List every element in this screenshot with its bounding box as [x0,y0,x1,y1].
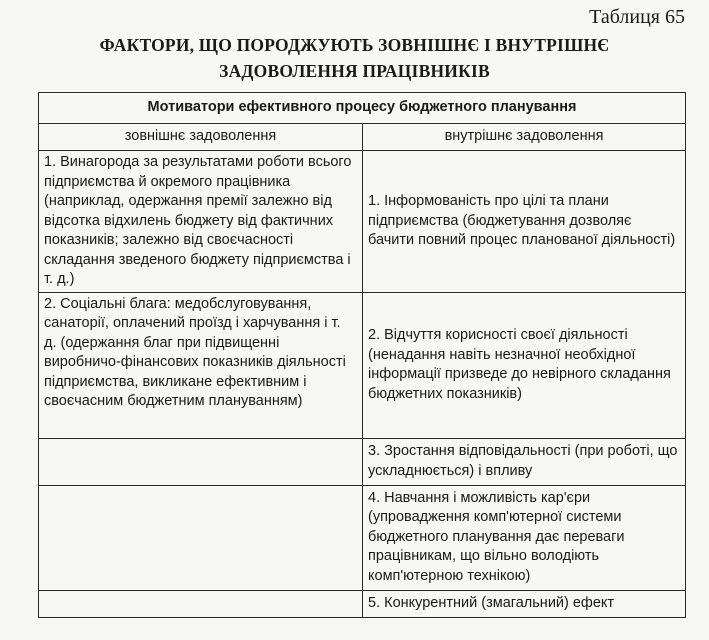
column-header-row [39,124,686,151]
table-row [39,590,686,617]
external-cell [39,590,363,617]
internal-cell: 5. Конкурентний (змагальний) ефект [363,590,686,617]
column-header-external: зовнішнє задоволення [39,124,363,151]
external-cell: 2. Соціальні блага: медобслуговування, санаторії, оплачений проїзд і харчування і т. д. (одержання благ при підвищенні виробничо-фінансових показників діяльності підприємства, викликане ефективним і своєчасним бюджетним плануванням) [39,292,363,438]
motivators-table [38,92,686,618]
internal-cell: 2. Відчуття корисності своєї діяльності (ненадання навіть незначної необхідної інформації призведе до невірного складання бюджетних показників) [363,292,686,438]
table-row [39,151,686,293]
table-row [39,292,686,438]
document-title [0,32,709,84]
column-header-internal: внутрішнє задоволення [363,124,686,151]
internal-cell: 3. Зростання відповідальності (при роботі, що ускладнюється) і впливу [363,438,686,485]
internal-cell: 4. Навчання і можливість кар'єри (упровадження комп'ютерної системи бюджетного планування дає переваги працівникам, що вільно володіють комп'ютерною технікою) [363,485,686,590]
title-line-2: ЗАДОВОЛЕННЯ ПРАЦІВНИКІВ [219,61,490,81]
title-line-1: ФАКТОРИ, ЩО ПОРОДЖУЮТЬ ЗОВНІШНЄ І ВНУТРІШНЄ [99,35,610,55]
external-cell [39,438,363,485]
internal-cell: 1. Інформованість про цілі та плани підприємства (бюджетування дозволяє бачити повний процес планованої діяльності) [363,151,686,293]
table-header: Мотиватори ефективного процесу бюджетного планування [39,93,686,124]
table-row [39,438,686,485]
table-row [39,485,686,590]
table-number-label: Таблиця 65 [589,6,685,28]
external-cell: 1. Винагорода за результатами роботи всього підприємства й окремого працівника (наприклад, одержання премії залежно від відсотка відхилень бюджету від фактичних показників; залежно від своєчасності складання зведеного бюджету підприємства і т. д.) [39,151,363,293]
external-cell [39,485,363,590]
table-header-row [39,93,686,124]
